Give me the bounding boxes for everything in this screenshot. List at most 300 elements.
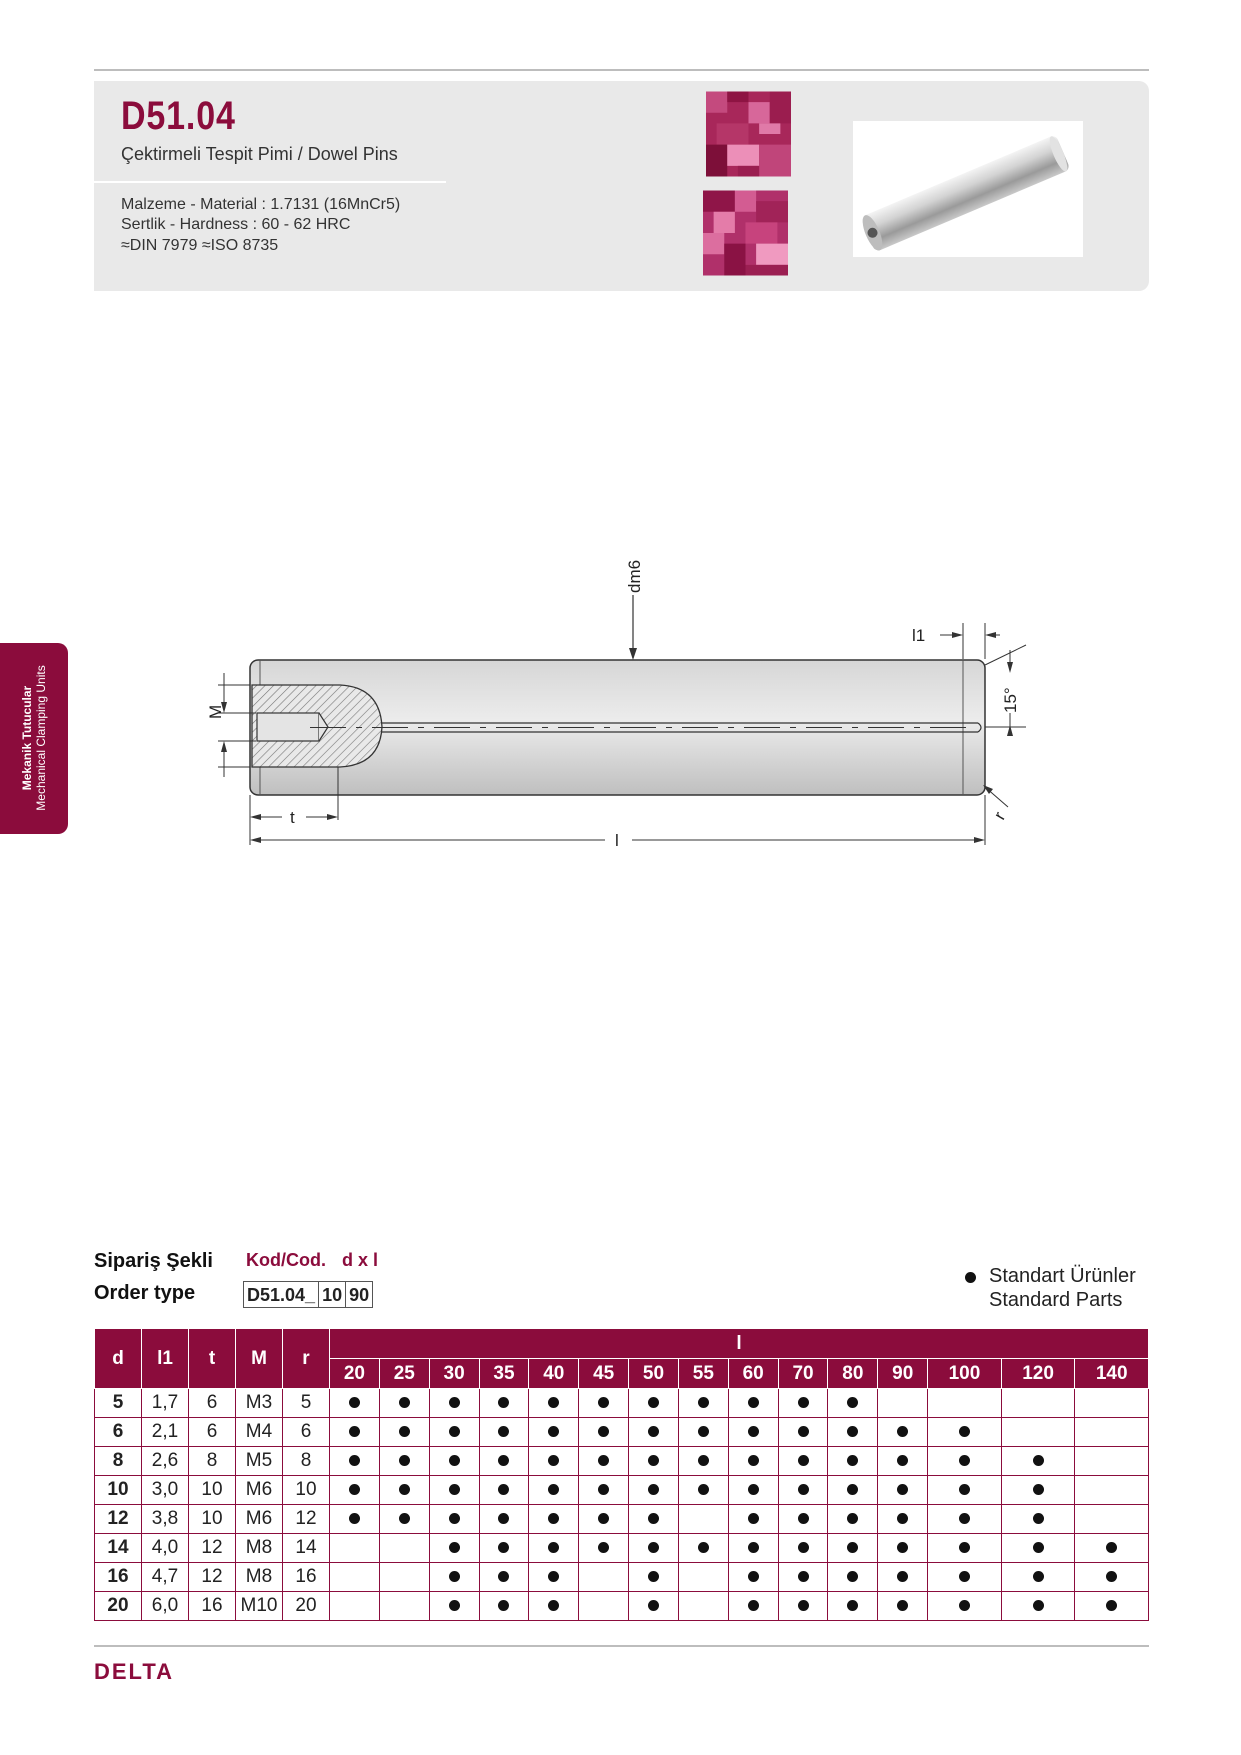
availability-cell [1001,1534,1075,1563]
availability-cell [579,1476,629,1505]
bullet-icon [748,1571,759,1582]
availability-cell [379,1505,429,1534]
cell-t: 8 [189,1447,236,1476]
bullet-icon [698,1542,709,1553]
bullet-icon [798,1571,809,1582]
availability-cell [928,1476,1002,1505]
length-header-30: 30 [429,1359,479,1389]
bullet-icon [598,1397,609,1408]
cell-d: 12 [95,1505,142,1534]
bullet-icon [959,1484,970,1495]
cell-t: 6 [189,1389,236,1418]
availability-cell [678,1592,728,1621]
availability-cell [479,1505,529,1534]
bullet-icon [1106,1571,1117,1582]
r-label: r [990,808,1010,823]
availability-cell [629,1476,679,1505]
bullet-icon [847,1455,858,1466]
availability-cell [878,1534,928,1563]
table-row [95,1534,1149,1563]
availability-cell [828,1476,878,1505]
cell-d: 8 [95,1447,142,1476]
cell-r: 5 [283,1389,330,1418]
bullet-icon [1033,1455,1044,1466]
thumbnail-image-1 [706,91,791,177]
availability-cell [1075,1505,1149,1534]
bullet-icon [598,1484,609,1495]
availability-cell [728,1476,778,1505]
availability-cell [479,1447,529,1476]
angle-label: 15° [1001,687,1020,713]
length-header-80: 80 [828,1359,878,1389]
thumbnail-image-2 [703,190,788,276]
bullet-icon [798,1484,809,1495]
availability-cell [1001,1418,1075,1447]
availability-cell [778,1534,828,1563]
bullet-icon [498,1542,509,1553]
order-example-l: 90 [349,1285,370,1305]
length-header-90: 90 [878,1359,928,1389]
m-label: M [206,704,225,719]
kod-label: Kod/Cod. [246,1250,326,1270]
cell-l1: 2,6 [142,1447,189,1476]
availability-cell [379,1418,429,1447]
bullet-icon [399,1455,410,1466]
availability-cell [529,1534,579,1563]
cell-r: 14 [283,1534,330,1563]
bullet-icon [959,1426,970,1437]
bullet-icon [498,1513,509,1524]
availability-cell [529,1563,579,1592]
availability-cell [678,1418,728,1447]
availability-cell [479,1592,529,1621]
cell-r: 16 [283,1563,330,1592]
cell-l1: 3,0 [142,1476,189,1505]
l-label: l [615,831,619,850]
length-header-70: 70 [778,1359,828,1389]
bullet-icon [498,1426,509,1437]
availability-cell [828,1447,878,1476]
availability-cell [878,1505,928,1534]
cell-t: 10 [189,1505,236,1534]
availability-cell [778,1389,828,1418]
bullet-icon [548,1426,559,1437]
bullet-icon [498,1600,509,1611]
order-example-code: D51.04_ [244,1282,319,1307]
bullet-icon [1106,1542,1117,1553]
availability-cell [479,1563,529,1592]
availability-cell [1075,1447,1149,1476]
availability-cell [728,1563,778,1592]
cell-t: 12 [189,1534,236,1563]
cell-M: M8 [236,1563,283,1592]
bullet-icon [847,1397,858,1408]
cell-r: 20 [283,1592,330,1621]
bullet-icon [498,1484,509,1495]
bullet-icon [449,1600,460,1611]
bullet-icon [598,1455,609,1466]
availability-cell [429,1592,479,1621]
availability-cell [928,1592,1002,1621]
cell-t: 10 [189,1476,236,1505]
bullet-icon [847,1571,858,1582]
bullet-icon [1033,1571,1044,1582]
side-category-text [20,643,48,833]
availability-cell [379,1534,429,1563]
bullet-icon [798,1455,809,1466]
bullet-icon [498,1571,509,1582]
bullet-icon [449,1484,460,1495]
cell-M: M4 [236,1418,283,1447]
bullet-icon [847,1426,858,1437]
legend [965,1264,1136,1312]
availability-cell [828,1418,878,1447]
availability-cell [629,1505,679,1534]
bullet-icon [648,1484,659,1495]
cell-t: 16 [189,1592,236,1621]
availability-cell [778,1505,828,1534]
availability-cell [379,1389,429,1418]
cell-d: 14 [95,1534,142,1563]
cell-r: 6 [283,1418,330,1447]
material-spec: Malzeme - Material : 1.7131 (16MnCr5) [121,196,401,213]
standards-spec: ≈DIN 7979 ≈ISO 8735 [121,237,279,254]
bullet-icon [748,1455,759,1466]
order-example-box [243,1281,373,1308]
availability-cell [728,1418,778,1447]
cell-M: M8 [236,1534,283,1563]
availability-cell [1075,1476,1149,1505]
length-header-55: 55 [678,1359,728,1389]
bullet-icon [548,1397,559,1408]
bullet-icon [449,1513,460,1524]
bullet-icon [798,1542,809,1553]
availability-cell [579,1563,629,1592]
bullet-icon [698,1426,709,1437]
cell-r: 12 [283,1505,330,1534]
cell-M: M5 [236,1447,283,1476]
availability-cell [579,1418,629,1447]
bullet-icon [798,1426,809,1437]
availability-cell [479,1389,529,1418]
column-header-l1: l1 [142,1329,189,1389]
availability-cell [928,1534,1002,1563]
availability-cell [1001,1505,1075,1534]
availability-cell [629,1563,679,1592]
table-row [95,1505,1149,1534]
availability-cell [529,1505,579,1534]
length-header-60: 60 [728,1359,778,1389]
cell-M: M6 [236,1505,283,1534]
bullet-icon [648,1397,659,1408]
availability-cell [330,1447,380,1476]
bullet-icon [548,1455,559,1466]
title-divider [94,181,446,183]
availability-cell [1075,1592,1149,1621]
bullet-icon [399,1513,410,1524]
bullet-icon [897,1426,908,1437]
bullet-icon [748,1484,759,1495]
availability-cell [579,1505,629,1534]
length-header-20: 20 [330,1359,380,1389]
availability-cell [928,1505,1002,1534]
column-header-r: r [283,1329,330,1389]
availability-cell [928,1563,1002,1592]
bullet-icon [399,1484,410,1495]
availability-cell [778,1476,828,1505]
availability-cell [778,1418,828,1447]
availability-cell [828,1534,878,1563]
bullet-icon [798,1397,809,1408]
bullet-icon [498,1397,509,1408]
bullet-icon [1033,1600,1044,1611]
availability-cell [928,1418,1002,1447]
legend-tr: Standart Ürünler [989,1265,1136,1287]
product-code: D51.04 [121,94,236,138]
bullet-icon [548,1571,559,1582]
column-header-M: M [236,1329,283,1389]
hardness-spec: Sertlik - Hardness : 60 - 62 HRC [121,216,351,233]
availability-cell [429,1563,479,1592]
cell-l1: 4,7 [142,1563,189,1592]
availability-cell [379,1592,429,1621]
bullet-icon [449,1542,460,1553]
bullet-icon [598,1426,609,1437]
bullet-icon [959,1455,970,1466]
side-category-tr: Mekanik Tutucular [20,685,34,791]
availability-cell [579,1534,629,1563]
availability-cell [330,1476,380,1505]
availability-cell [379,1447,429,1476]
length-header-140: 140 [1075,1359,1149,1389]
dimension-table [94,1328,1149,1621]
availability-cell [330,1505,380,1534]
cell-l1: 6,0 [142,1592,189,1621]
cell-l1: 1,7 [142,1389,189,1418]
availability-cell [479,1418,529,1447]
cell-d: 20 [95,1592,142,1621]
availability-cell [1075,1389,1149,1418]
column-header-t: t [189,1329,236,1389]
availability-cell [429,1476,479,1505]
availability-cell [429,1418,479,1447]
table-row [95,1418,1149,1447]
bullet-icon [449,1571,460,1582]
length-header-40: 40 [529,1359,579,1389]
bullet-icon [897,1513,908,1524]
cell-M: M6 [236,1476,283,1505]
availability-cell [629,1592,679,1621]
availability-cell [1075,1534,1149,1563]
availability-cell [579,1447,629,1476]
availability-cell [429,1389,479,1418]
availability-cell [878,1447,928,1476]
availability-cell [878,1389,928,1418]
bullet-icon [798,1600,809,1611]
bullet-icon [698,1484,709,1495]
availability-cell [529,1476,579,1505]
bullet-icon [349,1484,360,1495]
availability-cell [479,1476,529,1505]
availability-cell [928,1389,1002,1418]
bullet-icon [1033,1484,1044,1495]
availability-cell [1075,1563,1149,1592]
product-title: Çektirmeli Tespit Pimi / Dowel Pins [121,144,398,164]
bullet-icon [847,1484,858,1495]
cell-d: 6 [95,1418,142,1447]
dm6-label: dm6 [625,559,644,593]
availability-cell [878,1563,928,1592]
bullet-icon [598,1513,609,1524]
availability-cell [1001,1476,1075,1505]
cell-d: 16 [95,1563,142,1592]
availability-cell [429,1447,479,1476]
availability-cell [678,1447,728,1476]
availability-cell [728,1447,778,1476]
availability-cell [728,1534,778,1563]
availability-cell [579,1389,629,1418]
brand-logo: DELTA [94,1659,175,1684]
bullet-icon [748,1513,759,1524]
order-label-tr: Sipariş Şekli [94,1250,213,1272]
bullet-icon [748,1600,759,1611]
cell-d: 5 [95,1389,142,1418]
availability-cell [529,1592,579,1621]
bullet-icon [449,1426,460,1437]
product-photo [853,121,1083,257]
availability-cell [678,1534,728,1563]
availability-cell [479,1534,529,1563]
availability-cell [629,1447,679,1476]
bullet-icon [698,1455,709,1466]
bullet-icon [648,1600,659,1611]
bullet-icon [1033,1542,1044,1553]
availability-cell [828,1505,878,1534]
availability-cell [728,1505,778,1534]
availability-cell [429,1534,479,1563]
column-header-d: d [95,1329,142,1389]
bullet-icon [897,1571,908,1582]
availability-cell [529,1389,579,1418]
bullet-icon [548,1484,559,1495]
bullet-icon [449,1455,460,1466]
availability-cell [330,1534,380,1563]
availability-cell [828,1563,878,1592]
bullet-icon [648,1455,659,1466]
availability-cell [330,1563,380,1592]
cell-l1: 4,0 [142,1534,189,1563]
availability-cell [629,1534,679,1563]
availability-cell [330,1418,380,1447]
bullet-icon [897,1455,908,1466]
availability-cell [1001,1389,1075,1418]
bullet-icon [548,1542,559,1553]
bottom-divider [94,1645,1149,1647]
column-header-length-group: l [330,1329,1149,1359]
legend-en: Standard Parts [989,1289,1123,1311]
bullet-icon [897,1600,908,1611]
bullet-icon [748,1542,759,1553]
length-header-100: 100 [928,1359,1002,1389]
bullet-icon [847,1542,858,1553]
availability-cell [728,1592,778,1621]
bullet-icon [748,1397,759,1408]
bullet-icon [959,1542,970,1553]
cell-d: 10 [95,1476,142,1505]
availability-cell [778,1447,828,1476]
length-header-45: 45 [579,1359,629,1389]
availability-cell [629,1418,679,1447]
cell-l1: 2,1 [142,1418,189,1447]
dxl-label: d x l [342,1250,379,1270]
table-row [95,1447,1149,1476]
bullet-icon [548,1600,559,1611]
bullet-icon [349,1426,360,1437]
availability-cell [828,1389,878,1418]
availability-cell [529,1418,579,1447]
length-header-35: 35 [479,1359,529,1389]
cell-M: M3 [236,1389,283,1418]
top-divider [94,69,1149,71]
length-header-25: 25 [379,1359,429,1389]
order-label-en: Order type [94,1282,196,1304]
bullet-icon [449,1397,460,1408]
availability-cell [878,1592,928,1621]
bullet-icon [897,1484,908,1495]
availability-cell [778,1592,828,1621]
bullet-icon [1033,1513,1044,1524]
availability-cell [678,1505,728,1534]
cell-l1: 3,8 [142,1505,189,1534]
availability-cell [429,1505,479,1534]
side-category-en: Mechanical Clamping Units [34,665,48,811]
availability-cell [629,1389,679,1418]
availability-cell [778,1563,828,1592]
availability-cell [330,1389,380,1418]
availability-cell [728,1389,778,1418]
availability-cell [878,1418,928,1447]
availability-cell [678,1389,728,1418]
availability-cell [678,1476,728,1505]
bullet-icon [959,1513,970,1524]
bullet-icon [847,1513,858,1524]
bullet-icon [798,1513,809,1524]
cell-t: 12 [189,1563,236,1592]
bullet-icon [897,1542,908,1553]
availability-cell [678,1563,728,1592]
availability-cell [1001,1592,1075,1621]
availability-cell [379,1563,429,1592]
bullet-icon [548,1513,559,1524]
availability-cell [1075,1418,1149,1447]
order-example-d: 10 [319,1282,346,1307]
bullet-icon [847,1600,858,1611]
bullet-icon [498,1455,509,1466]
availability-cell [379,1476,429,1505]
length-header-120: 120 [1001,1359,1075,1389]
availability-cell [1001,1447,1075,1476]
bullet-icon [648,1513,659,1524]
bullet-icon [648,1571,659,1582]
bullet-icon [399,1426,410,1437]
table-row [95,1563,1149,1592]
bullet-icon [748,1426,759,1437]
cell-M: M10 [236,1592,283,1621]
availability-cell [928,1447,1002,1476]
bullet-icon [1106,1600,1117,1611]
technical-drawing [200,555,1060,865]
availability-cell [330,1592,380,1621]
